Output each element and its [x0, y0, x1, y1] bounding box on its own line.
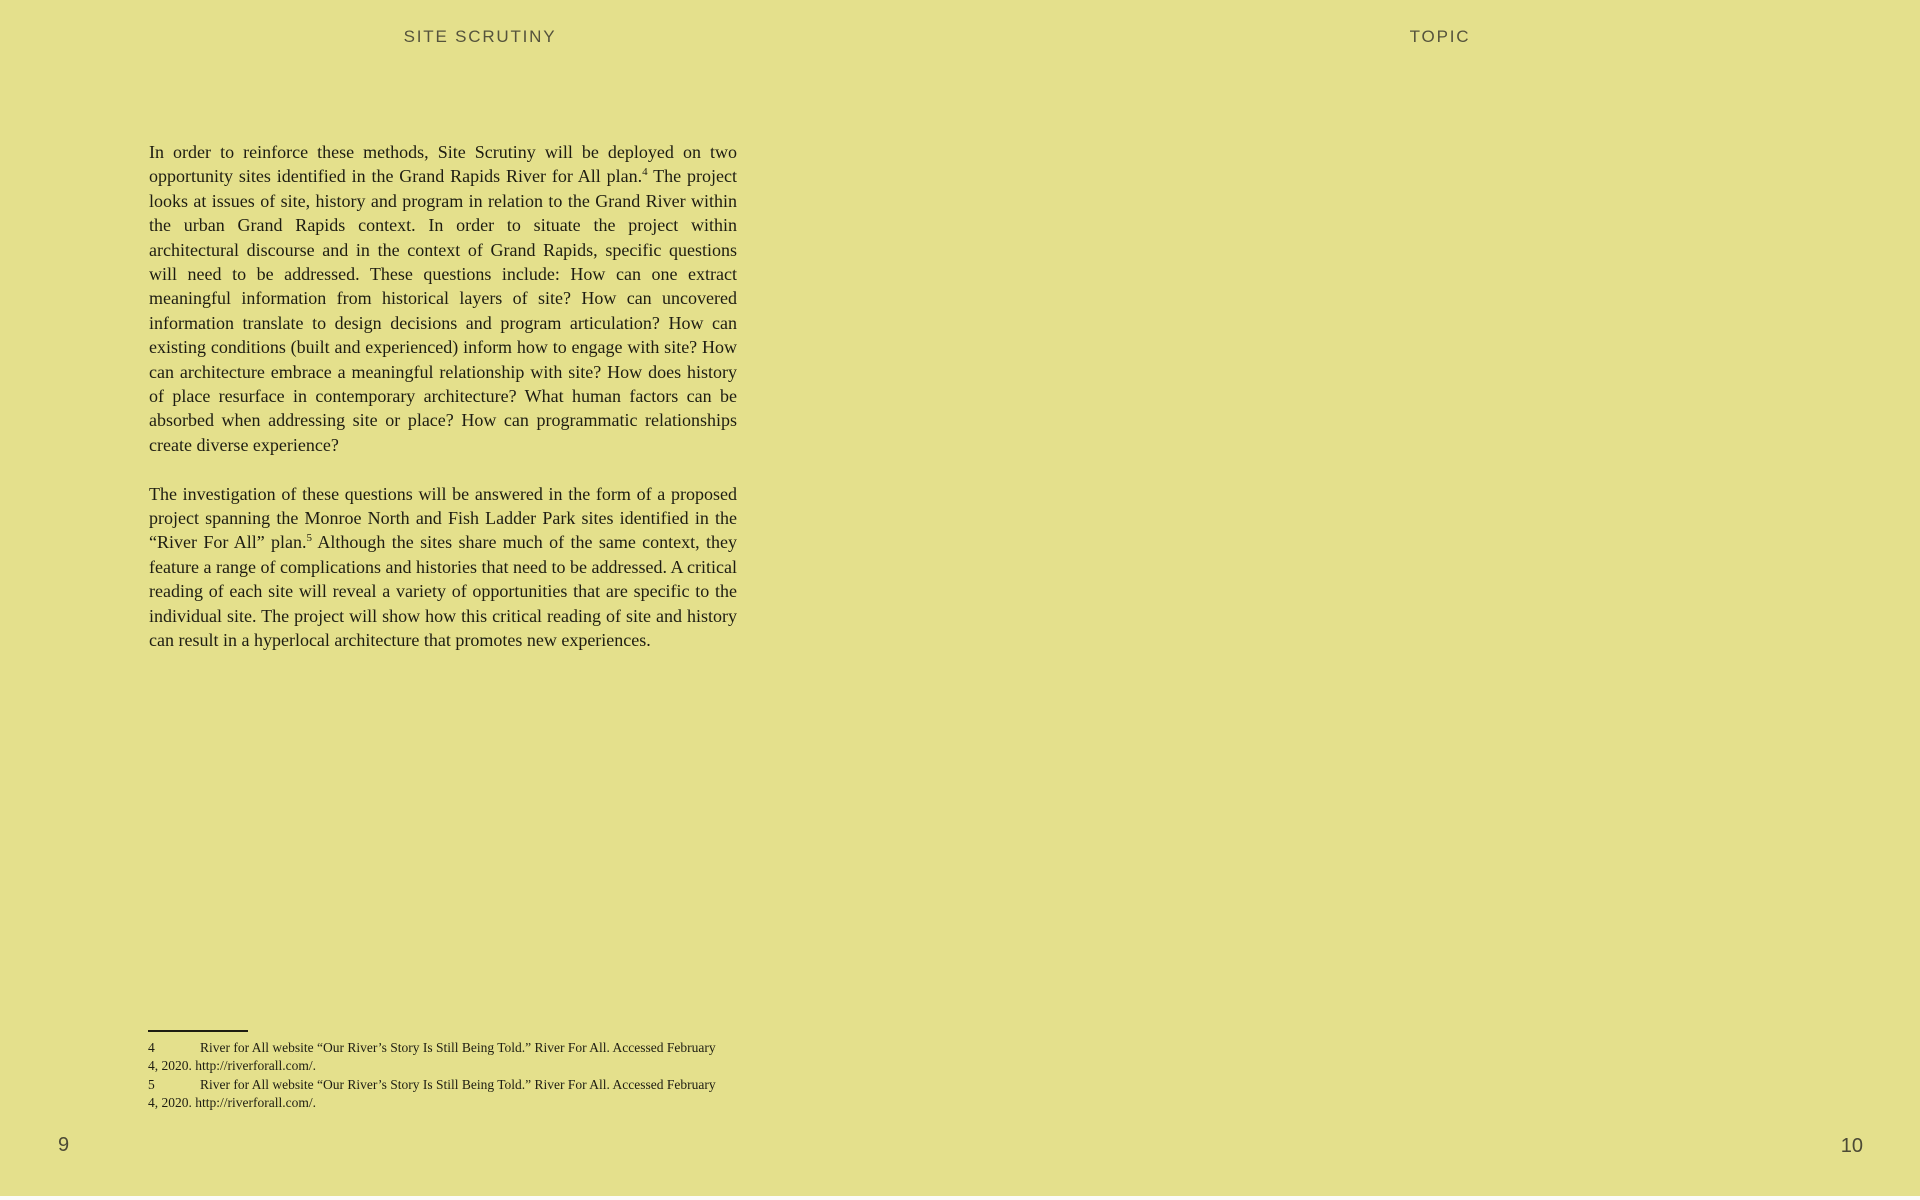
paragraph-2: [149, 482, 737, 653]
footnote-4-number: 4: [148, 1040, 155, 1055]
running-head-right: TOPIC: [1409, 27, 1471, 46]
page-number-right: 10: [1840, 1135, 1863, 1157]
footnotes-block: [148, 1030, 718, 1113]
footnote-ref-4: 4: [642, 166, 648, 179]
body-text-block: [149, 140, 737, 677]
paragraph-1: [149, 140, 737, 457]
running-head-left: SITE SCRUTINY: [403, 27, 557, 46]
footnote-4: [148, 1039, 718, 1076]
footnote-ref-5: 5: [306, 532, 313, 545]
footnote-4-text: River for All website “Our River’s Story Is Still Being Told.” River For All. Accessed February 4, 2020. http://riverforall.com/.: [148, 1040, 716, 1074]
footnote-5: [148, 1076, 718, 1113]
page-right: [960, 0, 1920, 1196]
page-number-left: 9: [58, 1134, 70, 1156]
footnote-5-number: 5: [148, 1076, 155, 1092]
footnote-separator-rule: [148, 1030, 248, 1032]
paragraph-1-text-continued: The project looks at issues of site, history and program in relation to the Grand River within the urban Grand Rapids context. In order to situate the project within architectural discourse and in the context of Grand Rapids, specific questions will need to be addressed. These questions include: How can one extract meaningful information from historical layers of site? How can uncovered information translate to design decisions and program articulation? How can existing conditions (built and experienced) inform how to engage with site? How can architecture embrace a meaningful relationship with site? How does history of place resurface in contemporary architecture? What human factors can be absorbed when addressing site or place? How can programmatic relationships create diverse experience?: [149, 166, 737, 455]
footnote-5-text: River for All website “Our River’s Story Is Still Being Told.” River For All. Accessed February 4, 2020. http://riverforall.com/.: [148, 1076, 716, 1111]
paragraph-2-text-continued: Although the sites share much of the same context, they feature a range of complications and histories that need to be addressed. A critical reading of each site will reveal a variety of opportunities that are specific to the individual site. The project will show how this critical reading of site and history can result in a hyperlocal architecture that promotes new experiences.: [149, 532, 737, 651]
paragraph-2-text: The investigation of these questions will be answered in the form of a proposed project spanning the Monroe North and Fish Ladder Park sites identified in the “River For All” plan.: [149, 483, 737, 553]
page-left: [0, 0, 960, 1196]
bottom-edge-strip: [0, 1196, 1920, 1200]
paragraph-1-text: In order to reinforce these methods, Site Scrutiny will be deployed on two opportunity sites identified in the Grand Rapids River for All plan.: [149, 142, 737, 187]
